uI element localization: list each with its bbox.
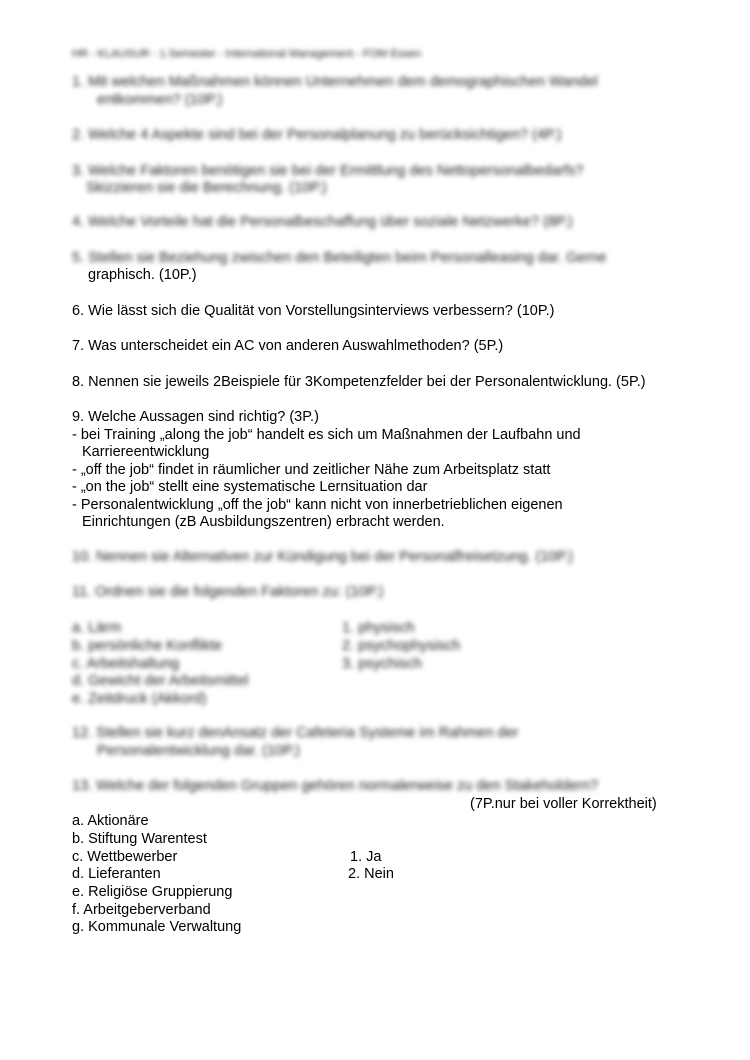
question-11-item-c: c. Arbeitshaltung <box>72 656 180 672</box>
question-13-option-c: c. Wettbewerber <box>72 849 178 865</box>
question-4: 4. Welche Vorteile hat die Personalbeschaffung über soziale Netzwerke? (8P.) <box>72 214 573 230</box>
question-12-line-2: Personalentwicklung dar. (10P.) <box>97 743 300 759</box>
question-6: 6. Wie lässt sich die Qualität von Vorstellungsinterviews verbessern? (10P.) <box>72 303 555 319</box>
question-11-item-a: a. Lärm <box>72 620 122 636</box>
question-11-item-b: b. persönliche Konflikte <box>72 638 222 654</box>
question-11-category-2: 2. psychophysisch <box>342 638 461 654</box>
question-7: 7. Was unterscheidet ein AC von anderen Auswahlmethoden? (5P.) <box>72 338 504 354</box>
question-13-points: (7P.nur bei voller Korrektheit) <box>470 796 657 812</box>
question-10: 10. Nennen sie Alternativen zur Kündigung bei der Personalfreisetzung. (10P.) <box>72 549 574 565</box>
question-9-statement-1-cont: Karriereentwicklung <box>82 444 210 460</box>
question-13-answer-yes: 1. Ja <box>350 849 382 865</box>
question-12-line-1: 12. Stellen sie kurz denAnsatz der Cafeteria Systeme im Rahmen der <box>72 725 519 741</box>
question-2: 2. Welche 4 Aspekte sind bei der Personalplanung zu berücksichtigen? (4P.) <box>72 127 562 143</box>
question-13-option-g: g. Kommunale Verwaltung <box>72 919 242 935</box>
question-9-statement-4: - Personalentwicklung „off the job“ kann nicht von innerbetrieblichen eigenen <box>72 497 563 513</box>
question-1-line-2: entkommen? (10P.) <box>97 92 223 108</box>
question-13-answer-no: 2. Nein <box>348 866 394 882</box>
question-13-option-f: f. Arbeitgeberverband <box>72 902 211 918</box>
question-13-option-d: d. Lieferanten <box>72 866 161 882</box>
question-9-title: 9. Welche Aussagen sind richtig? (3P.) <box>72 409 319 425</box>
question-13-option-a: a. Aktionäre <box>72 813 149 829</box>
question-1-line-1: 1. Mit welchen Maßnahmen können Unternehmen dem demographischen Wandel <box>72 74 598 90</box>
question-11-category-1: 1. physisch <box>342 620 415 636</box>
question-5-line-2: graphisch. (10P.) <box>88 267 197 283</box>
question-3-line-2: Skizzieren sie die Berechnung. (10P.) <box>86 180 327 196</box>
question-11-item-d: d. Gewicht der Arbeitsmittel <box>72 673 249 689</box>
question-8: 8. Nennen sie jeweils 2Beispiele für 3Kompetenzfelder bei der Personalentwicklung. (5P.) <box>72 374 646 390</box>
question-11-category-3: 3. psychisch <box>342 656 422 672</box>
question-9-statement-1: - bei Training „along the job“ handelt es sich um Maßnahmen der Laufbahn und <box>72 427 581 443</box>
question-13-option-b: b. Stiftung Warentest <box>72 831 207 847</box>
question-9-statement-3: - „on the job“ stellt eine systematische Lernsituation dar <box>72 479 428 495</box>
question-3-line-1: 3. Welche Faktoren benötigen sie bei der Ermittlung des Nettopersonalbedarfs? <box>72 163 584 179</box>
question-9-statement-4-cont: Einrichtungen (zB Ausbildungszentren) erbracht werden. <box>82 514 445 530</box>
question-11-title: 11. Ordnen sie die folgenden Faktoren zu: (10P.) <box>72 584 384 600</box>
question-9-statement-2: - „off the job“ findet in räumlicher und zeitlicher Nähe zum Arbeitsplatz statt <box>72 462 551 478</box>
page-header: HR - KLAUSUR - 1.Semester - International Management - FOM Essen <box>72 48 422 60</box>
question-5-line-1: 5. Stellen sie Beziehung zwischen den Beteiligten beim Personalleasing dar. Gerne <box>72 250 607 266</box>
question-13-option-e: e. Religiöse Gruppierung <box>72 884 233 900</box>
question-13-title: 13. Welche der folgenden Gruppen gehören normalerweise zu den Stakeholdern? <box>72 778 599 794</box>
question-11-item-e: e. Zeitdruck (Akkord) <box>72 691 207 707</box>
